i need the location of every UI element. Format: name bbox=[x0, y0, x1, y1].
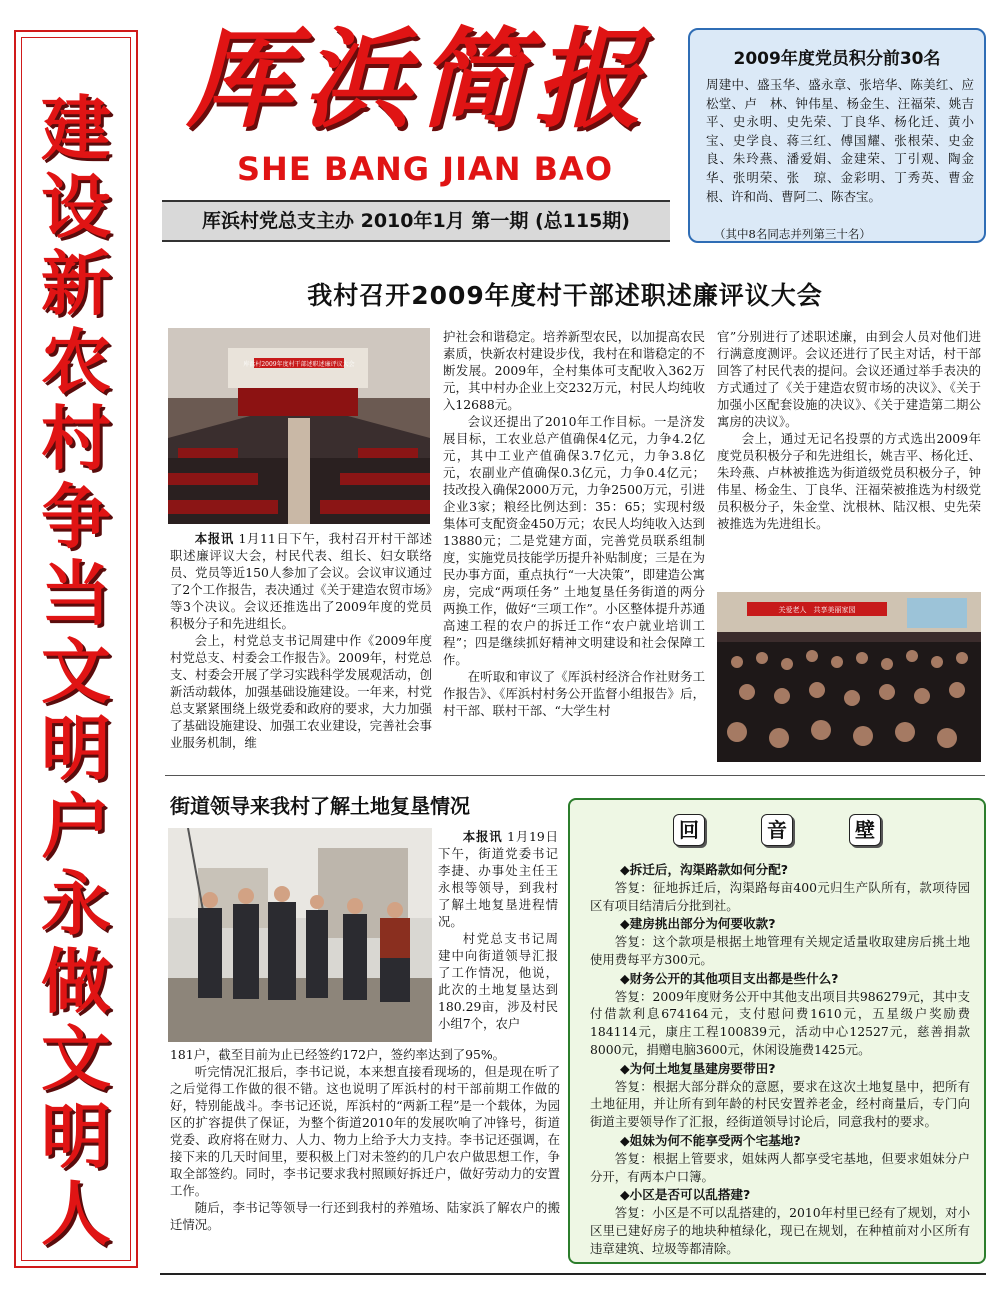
qa-box bbox=[568, 798, 986, 1264]
top30-note: （其中8名同志并列第三十名） bbox=[714, 227, 871, 241]
meeting-hall-photo bbox=[168, 328, 430, 524]
article1-column-1: 本报讯 1月11日下午，我村召开村干部述职述廉评议大会，村民代表、组长、妇女联络员、党员等近150人参加了会议。会议审议通过了2个工作报告，表决通过《关于建造农贸市场》等3个决议。会议还推选出了2009年度的党员积极分子和先进组长。 会上，村党总支书记周建中作《2009年度村党总支、村委会工作报告》。2009年，村党总支、村委会开展了学习实践科学发展观活动，创新活动载体，加强基础设施建设。一年来，村党总支紧紧围绕上级党委和政府的要求，大力加强了基础设施建设、加强工农业建设，完善社会事业服务机制，维 bbox=[170, 531, 432, 750]
byline: 本报讯 bbox=[462, 829, 503, 844]
top30-box bbox=[688, 28, 986, 243]
site-visit-photo bbox=[168, 828, 432, 1042]
qa-question: ◆为何土地复垦建房要带田? bbox=[620, 1060, 776, 1076]
issue-info: 厍浜村党总支主办 2010年1月 第一期 (总115期) bbox=[162, 200, 670, 242]
qa-answer: 答复：2009年度财务公开中其他支出项目共986279元，其中支付借款利息674164元，支付慰问费1610元，五星级户奖励费184114元，康庄工程100839元，活动中心12527元，慈善捐款8000元，捐赠电脑3600元，休闲设施费1425元。 bbox=[590, 988, 970, 1057]
bottom-rule bbox=[160, 1273, 986, 1275]
slogan-char: 农 bbox=[41, 319, 111, 403]
slogan-char: 建 bbox=[41, 87, 111, 170]
qa-title-char: 壁 bbox=[849, 814, 881, 846]
slogan-char: 文 bbox=[41, 1017, 111, 1100]
audience-banner-text: 关爱老人 共享美丽家园 bbox=[778, 606, 856, 614]
slogan-banner bbox=[14, 30, 138, 1268]
article2-side-column: 本报讯 1月19日下午，街道党委书记李捷、办事处主任王永根等领导，到我村了解土地复垦进程情况。 村党总支书记周建中向街道领导汇报了工作情况，他说，此次的土地复垦达到180.29亩，涉及村民小组7个，农户 bbox=[438, 829, 558, 1031]
article1-headline: 我村召开2009年度村干部述职述廉评议大会 bbox=[307, 281, 823, 310]
slogan-char: 做 bbox=[41, 939, 111, 1023]
slogan-char: 新 bbox=[41, 242, 111, 325]
top30-title: 2009年度党员积分前30名 bbox=[733, 49, 941, 69]
slogan-char: 永 bbox=[41, 862, 111, 945]
qa-answer: 答复：根据上管要求，姐妹两人都享受宅基地，但要求姐妹分户分开，有两本户口簿。 bbox=[590, 1150, 970, 1184]
masthead-title: 厍浜简报 bbox=[185, 17, 650, 143]
qa-answer: 答复：这个款项是根据土地管理有关规定适量收取建房后挑土地使用费每平方300元。 bbox=[590, 934, 970, 967]
qa-question: ◆小区是否可以乱搭建? bbox=[620, 1187, 751, 1203]
article1-column-3: 官”分别进行了述职述廉，由到会人员对他们进行满意度测评。会议还进行了民主对话，村干部回答了村民代表的提问。会议还通过举手表决的方式通过了《关于建造农贸市场的决议》、《关于加强小区配套设施的决议》、《关于建造第二期公寓房的决议》。 会上，通过无记名投票的方式选出2009年度党员积极分子和先进组长，姚吉平、杨化迁、朱玲燕、卢林被推选为街道级党员积极分子，钟伟星、杨金生、丁良华、汪福荣被推选为村级党员积极分子，朱金堂、沈根林、陆汉根、史先荣被推选为先进组长。 bbox=[717, 329, 981, 531]
article1-column-2: 护社会和谐稳定。培养新型农民，以加提高农民素质，快新农村建设步伐，我村在和谐稳定的不断发展。2009年，全村集体可支配收入362万元，其中村办企业上交232万元，村民人均纯收入12688元。 会议还提出了2010年工作目标。一是济发展目标，工农业总产值确保4亿元，力争4.2亿元，其中工业产值确保3.7亿元，力争3.8亿元，农副业产值确保0.3亿元，力争0.4亿元；技改投入确保2000万元，力争2500万元，引进企业3家；粮经比例达到：35：65；实现村级集体可支配资金450万元；农民人均纯收入达到13880元；二是党建方面，完善党员联系组制度，实施党员技能学历提升补贴制度；三是在为民办事方面，重点执行“一大决策”，即建造公寓房，完成“两项任务” 土地复垦任务街道的两分两换工作，做好“三项工作”。小区整体提升苏通高速工程的农户的拆迁工作“农户就业培训工程”；四是继续抓好精神文明建设和社会保障工作。 在听取和审议了《厍浜村经济合作社财务工作报告》、《厍浜村村务公开监督小组报告》后，村干部、联村干部、“大学生村 bbox=[443, 329, 705, 718]
slogan-char: 争 bbox=[41, 474, 111, 558]
section-divider bbox=[165, 775, 985, 776]
qa-title-char: 音 bbox=[761, 814, 793, 846]
slogan-char: 人 bbox=[41, 1172, 111, 1255]
slogan-text bbox=[16, 87, 136, 1255]
slogan-char: 文 bbox=[41, 629, 111, 713]
audience-photo bbox=[717, 592, 981, 762]
slogan-char: 村 bbox=[41, 397, 111, 480]
qa-question: ◆拆迁后，沟渠路款如何分配? bbox=[620, 862, 789, 877]
article2-main-column: 181户，截至目前为止已经签约172户，签约率达到了95%。 听完情况汇报后，李书记说，本来想直接看现场的，但是现在听了之后觉得工作做的很不错。这也说明了厍浜村的村干部前期工作做的好，特别能战斗。李书记还说，厍浜村的“两新工程”是一个载体，为园区的扩容提供了保证，为整个街道2010年的发展吹响了冲锋号，街道党委、政府将在财力、人力、物力上给予大力支持。李书记还强调，在接下来的几天时间里，要积极上门对未签约的几户农户做思想工作，争取全部签约。同时，李书记要求我村照顾好拆迁户，做好劳动力的安置工作。 随后，李书记等领导一行还到我村的养殖场、陆家浜了解农户的搬迁情况。 bbox=[170, 1047, 560, 1232]
qa-answer: 答复：根据大部分群众的意愿，要求在这次土地复垦中，把所有土地征用，并让所有到年龄的村民安置养老金，经村商量后，专门向街道主要领导作了汇报，经街道领导讨论后，同意我村的要求。 bbox=[590, 1078, 970, 1130]
qa-question: ◆建房挑出部分为何要收款? bbox=[620, 916, 776, 932]
article2-headline: 街道领导来我村了解土地复垦情况 bbox=[170, 794, 470, 818]
meeting-banner-text: 库浜村2009年度村干部述职述廉评议大会 bbox=[243, 361, 355, 368]
qa-question: ◆财务公开的其他项目支出都是些什么? bbox=[620, 970, 839, 986]
qa-title bbox=[570, 814, 984, 846]
qa-question: ◆姐妹为何不能享受两个宅基地? bbox=[620, 1132, 801, 1148]
slogan-char: 当 bbox=[41, 552, 111, 635]
masthead-pinyin: SHE BANG JIAN BAO bbox=[236, 150, 614, 188]
slogan-char: 户 bbox=[41, 784, 111, 868]
top30-names: 周建中、盛玉华、盛永章、张培华、陈美红、应松堂、卢 林、钟伟星、杨金生、汪福荣、姚吉平、史永明、史先荣、丁良华、杨化迁、黄小宝、史学良、蒋三红、傅国耀、张根荣、史金良、朱玲燕、潘爱娟、金建荣、丁引观、陶金华、张明荣、张 琼、金彩明、丁秀英、曹金根、许和尚、曹阿二、陈杏宝。 bbox=[706, 77, 974, 204]
slogan-char: 设 bbox=[41, 164, 111, 248]
slogan-char: 明 bbox=[41, 1094, 111, 1178]
byline: 本报讯 bbox=[194, 531, 234, 546]
qa-title-char: 回 bbox=[673, 814, 705, 846]
qa-answer: 答复：征地拆迁后，沟渠路每亩400元归生产队所有，款项待园区有项目结清后分批到社。 bbox=[590, 879, 970, 913]
qa-answer: 答复：小区是不可以乱搭建的，2010年村里已经有了规划，对小区里已建好房子的地块种植绿化，现已在规划，在种植前对小区所有违章建筑、垃圾等都清除。 bbox=[590, 1205, 970, 1256]
qa-list bbox=[590, 860, 970, 1258]
slogan-char: 明 bbox=[41, 707, 111, 790]
